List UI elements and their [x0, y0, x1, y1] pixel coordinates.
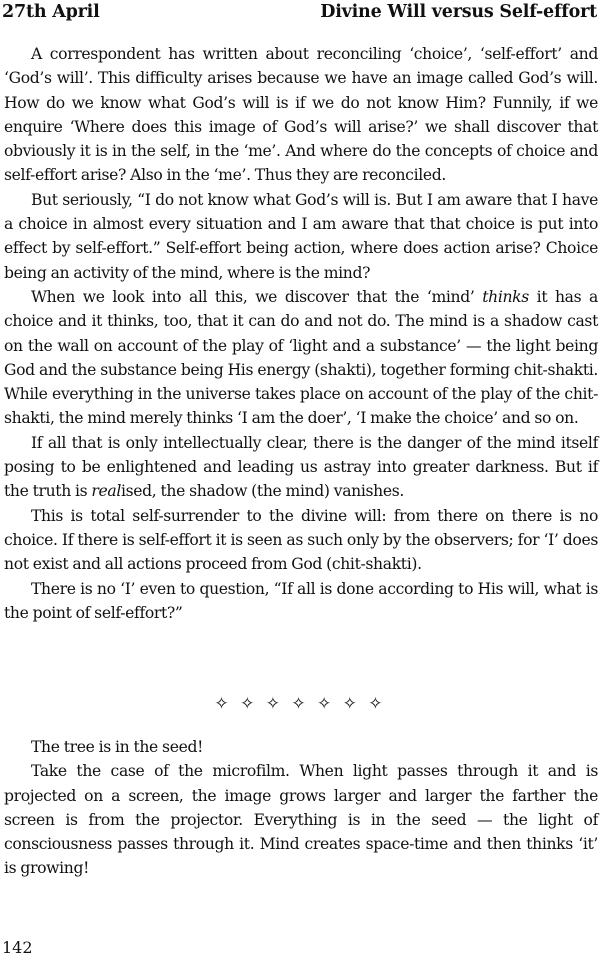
paragraph-3	[4, 285, 598, 431]
paragraph-6: There is no ‘I’ even to question, “If all is done according to His will, what is the point of self-effort?”	[4, 579, 598, 622]
paragraph-3-after: it has a choice and it thinks, too, that it can do and not do. The mind is a shadow cast on the wall on account of the play of ‘light and a substance’ — the light being God and the substance being His energy (shakti), together forming chit-shakti. While everything in the universe takes place on account of the play of the chit-shakti, the mind merely thinks ‘I am the doer’, ‘I make the choice’ and so on.	[4, 287, 598, 428]
paragraph-4	[4, 431, 598, 504]
main-text	[4, 42, 598, 625]
paragraph-4-before: If all that is only intellectually clear, there is the danger of the mind itself posing to be enlightened and leading us astray into greater darkness. But if the truth is	[4, 433, 598, 501]
running-head	[2, 2, 597, 28]
section-divider-ornament: ✧ ✧ ✧ ✧ ✧ ✧ ✧	[214, 694, 386, 714]
page-number: 142	[2, 938, 33, 957]
paragraph-1: A correspondent has written about reconciling ‘choice’, ‘self-effort’ and ‘God’s will’. This difficulty arises because we have an image called God’s will. How do we know what God’s will is if we do not know Him? Funnily, if we enquire ‘Where does this image of God’s will arise?’ we shall discover that obviously it is in the self, in the ‘me’. And where do the concepts of choice and self-effort arise? Also in the ‘me’. Thus they are reconciled.	[4, 45, 598, 185]
paragraph-2: But seriously, “I do not know what God’s will is. But I am aware that I have a choice in almost every situation and I am aware that that choice is put into effect by self-effort.” Self-effort being action, where does action arise? Choice being an activity of the mind, where is the mind?	[4, 190, 598, 282]
paragraph-4-after: ised, the shadow (the mind) vanishes.	[121, 482, 404, 501]
header-title: Divine Will versus Self-effort	[320, 2, 597, 22]
paragraph-3-emphasis: thinks	[482, 287, 529, 306]
paragraph-3-before: When we look into all this, we discover that the ‘mind’	[31, 287, 483, 306]
paragraph-5: This is total self-surrender to the divine will: from there on there is no choice. If there is self-effort it is seen as such only by the observers; for ‘I’ does not exist and all actions proceed from God (chit-shakti).	[4, 506, 598, 574]
paragraph-8: Take the case of the microfilm. When light passes through it and is projected on a screen, the image grows larger and larger the farther the screen is from the projector. Everything is in the seed — the light of consciousness passes through it. Mind creates space-time and then thinks ‘it’ is growing!	[4, 762, 598, 878]
header-date: 27th April	[2, 2, 100, 22]
paragraph-7: The tree is in the seed!	[31, 738, 203, 756]
second-section	[4, 735, 598, 881]
paragraph-4-emphasis: real	[91, 482, 121, 501]
